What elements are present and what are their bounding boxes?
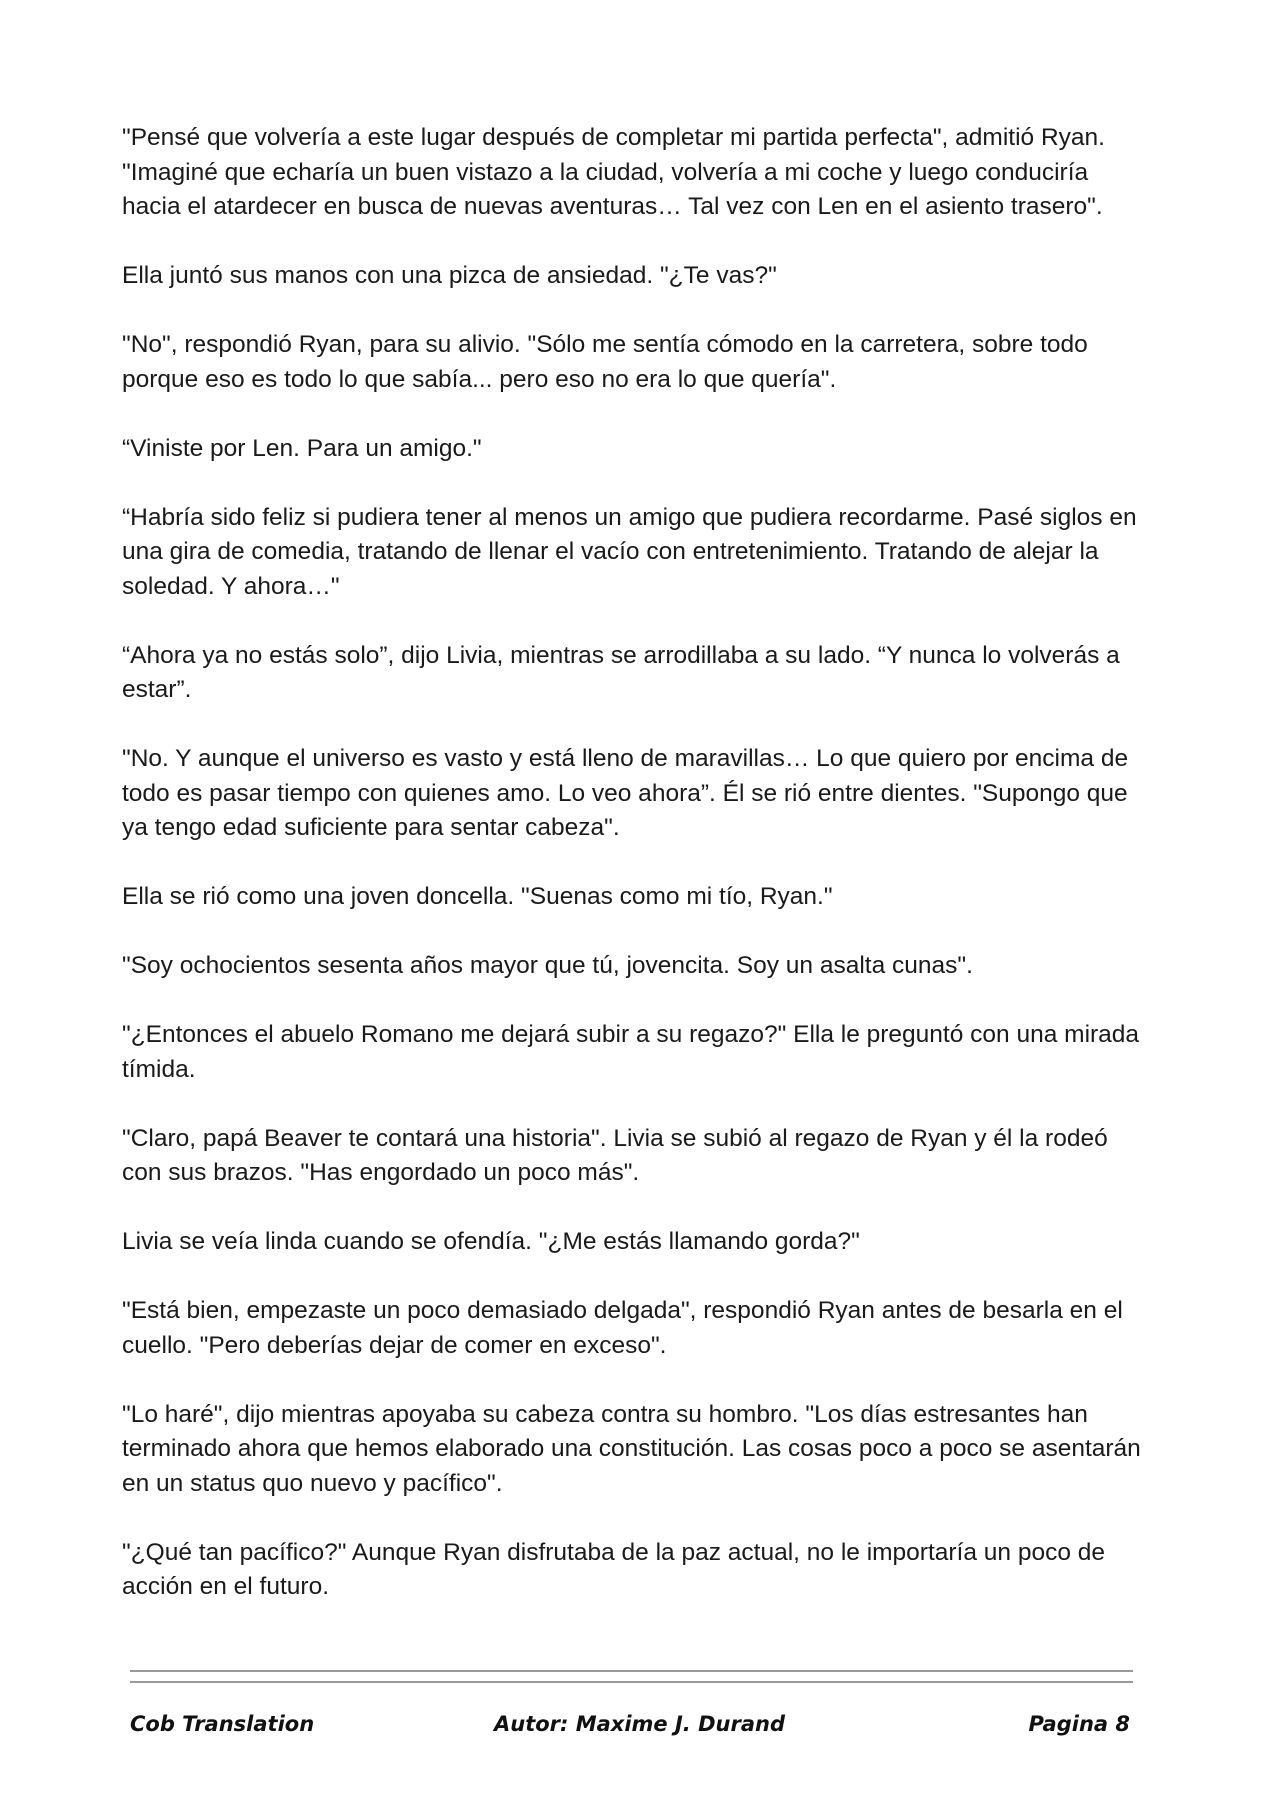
paragraph: "Está bien, empezaste un poco demasiado delgada", respondió Ryan antes de besarla en el cuello. "Pero deberías dejar de comer en exceso". [122, 1297, 1123, 1359]
paragraph: "Claro, papá Beaver te contará una historia". Livia se subió al regazo de Ryan y él la rodeó con sus brazos. "Has engordado un poco más". [122, 1124, 1108, 1186]
paragraph: “Viniste por Len. Para un amigo." [122, 434, 482, 462]
paragraph: Ella se rió como una joven doncella. "Suenas como mi tío, Ryan." [122, 883, 833, 910]
paragraph: "Pensé que volvería a este lugar después de completar mi partida perfecta", admitió Ryan. "Imaginé que echaría un buen vistazo a la ciudad, volvería a mi coche y luego conduciría hacia el atardecer en busca de nuevas aventuras… Tal vez con Len en el asiento trasero". [122, 124, 1105, 220]
paragraph: "Soy ochocientos sesenta años mayor que tú, jovencita. Soy un asalta cunas". [122, 952, 973, 979]
paragraph: “Habría sido feliz si pudiera tener al menos un amigo que pudiera recordarme. Pasé siglos en una gira de comedia, tratando de llenar el vacío con entretenimiento. Tratando de alejar la soledad. Y ahora…" [122, 503, 1137, 600]
paragraph: "No", respondió Ryan, para su alivio. "Sólo me sentía cómodo en la carretera, sobre todo porque eso es todo lo que sabía... pero eso no era lo que quería". [122, 331, 1088, 393]
paragraph: "No. Y aunque el universo es vasto y está lleno de maravillas… Lo que quiero por encima de todo es pasar tiempo con quienes amo. Lo veo ahora”. Él se rió entre dientes. "Supongo que ya tengo edad suficiente para sentar cabeza". [122, 745, 1129, 841]
footer-divider-bottom [130, 1681, 1133, 1683]
paragraph: "¿Entonces el abuelo Romano me dejará subir a su regazo?" Ella le preguntó con una mirada tímida. [122, 1021, 1140, 1083]
paragraph: Livia se veía linda cuando se ofendía. "¿Me estás llamando gorda?" [122, 1228, 860, 1255]
footer-author: Autor: Maxime J. Durand [494, 1712, 785, 1736]
paragraph: "¿Qué tan pacífico?" Aunque Ryan disfrutaba de la paz actual, no le importaría un poco de acción en el futuro. [122, 1538, 1106, 1600]
body-text [122, 121, 1142, 1639]
footer-page-number: Pagina 8 [1028, 1712, 1130, 1736]
footer-translator: Cob Translation [130, 1712, 315, 1736]
page-footer [130, 1712, 1130, 1744]
paragraph: Ella juntó sus manos con una pizca de ansiedad. "¿Te vas?" [122, 262, 777, 289]
footer-divider-top [130, 1670, 1133, 1672]
paragraph: “Ahora ya no estás solo”, dijo Livia, mientras se arrodillaba a su lado. “Y nunca lo volverás a estar”. [122, 641, 1120, 703]
paragraph: "Lo haré", dijo mientras apoyaba su cabeza contra su hombro. "Los días estresantes han terminado ahora que hemos elaborado una constitución. Las cosas poco a poco se asentarán en un status quo nuevo y pacífico". [122, 1400, 1141, 1497]
